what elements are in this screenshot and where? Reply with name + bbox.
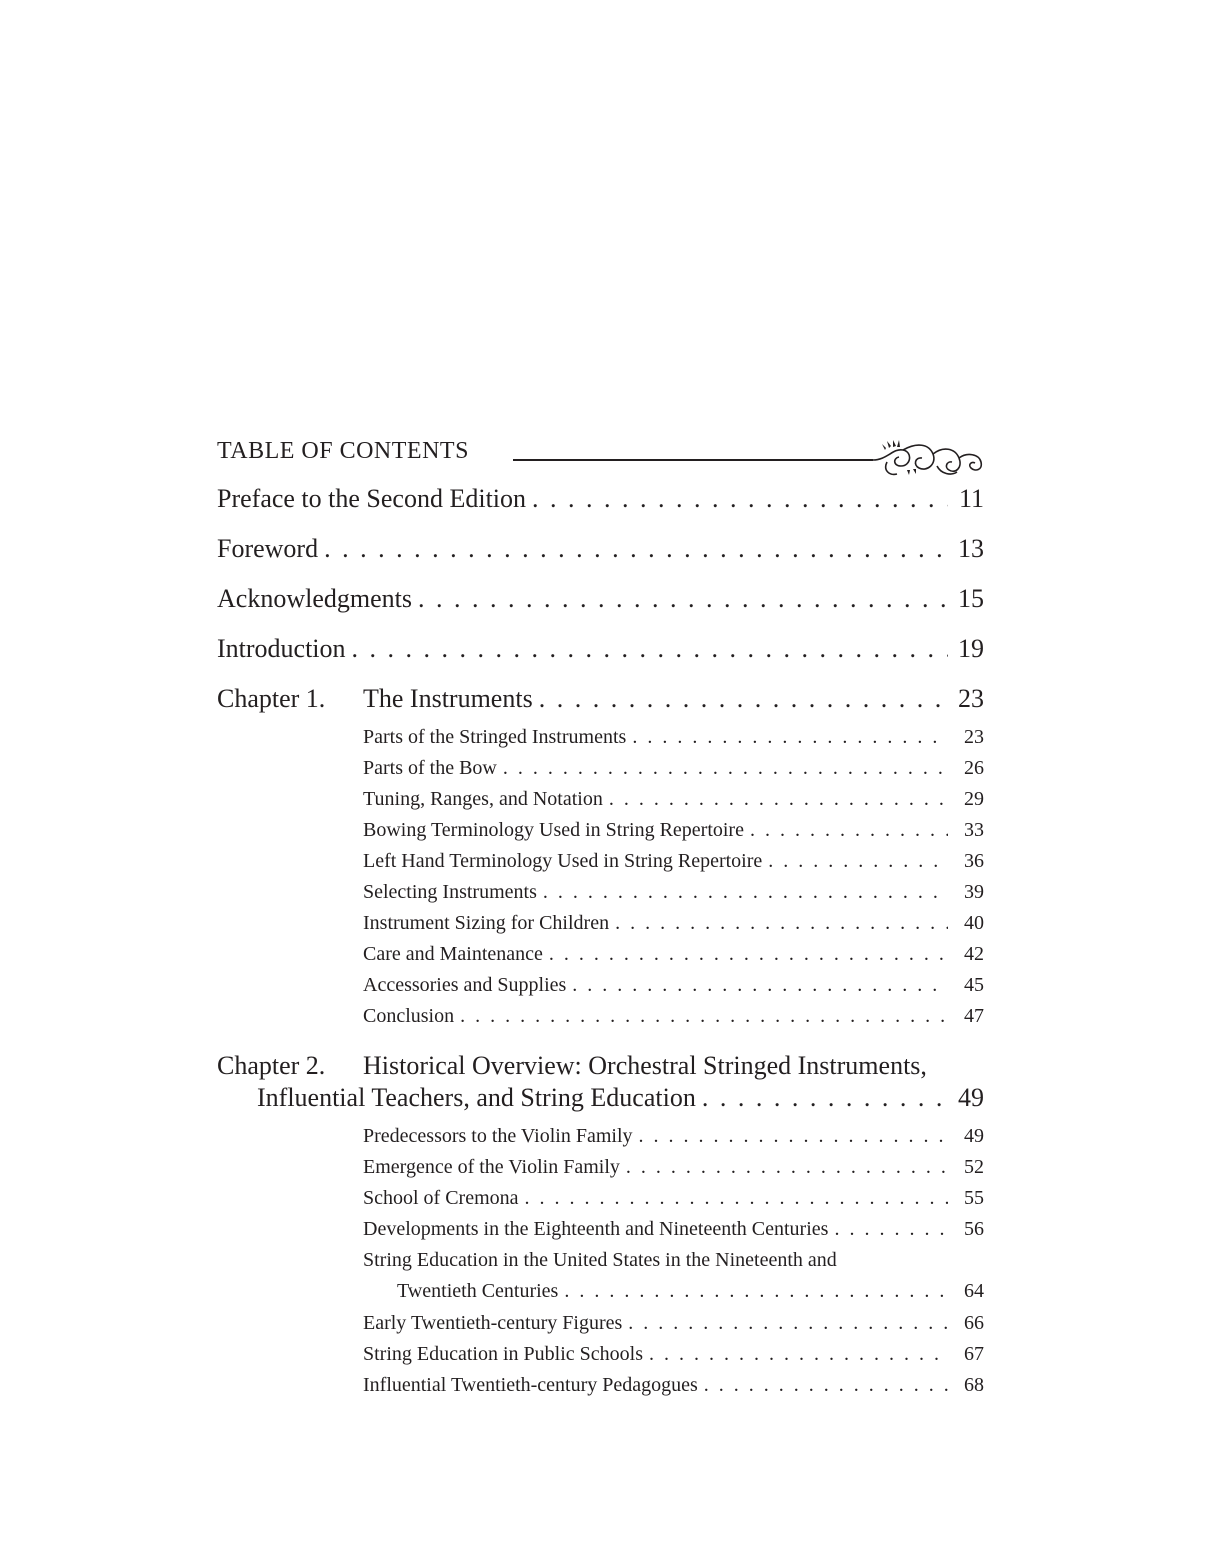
page-number: 42 (964, 943, 984, 965)
toc-entry-chapter-2-line1[interactable] (217, 1051, 927, 1081)
dot-leader (609, 788, 948, 811)
page-number: 36 (964, 850, 984, 872)
dot-leader (649, 1343, 948, 1366)
toc-subentry[interactable] (363, 850, 984, 873)
page-number: 39 (964, 881, 984, 903)
entry-label: String Education in the United States in the Nineteenth and (363, 1249, 837, 1271)
chapter-title: Historical Overview: Orchestral Stringed Instruments, (363, 1051, 927, 1080)
page-number: 40 (964, 912, 984, 934)
page-number: 33 (964, 819, 984, 841)
dot-leader (626, 1156, 948, 1179)
toc-entry-preface[interactable] (217, 484, 984, 514)
toc-subentry[interactable] (363, 912, 984, 935)
entry-label: Selecting Instruments (363, 881, 537, 903)
chapter-title: The Instruments (363, 684, 533, 713)
dot-leader (352, 634, 948, 664)
toc-entry-introduction[interactable] (217, 634, 984, 664)
chapter-number: Chapter 2. (217, 1051, 326, 1080)
dot-leader (418, 584, 948, 614)
chapter-number: Chapter 1. (217, 684, 326, 713)
dot-leader (543, 881, 948, 904)
page-number: 49 (958, 1083, 984, 1112)
toc-subentry[interactable] (363, 974, 984, 997)
header-rule (513, 459, 873, 461)
dot-leader (628, 1312, 948, 1335)
toc-subentry[interactable] (363, 1125, 984, 1148)
toc-subentry[interactable] (363, 1343, 984, 1366)
entry-label: Left Hand Terminology Used in String Repertoire (363, 850, 763, 872)
dot-leader (525, 1187, 948, 1210)
dot-leader (503, 757, 948, 780)
toc-subentry[interactable] (363, 943, 984, 966)
dot-leader (702, 1083, 948, 1113)
toc-entry-chapter-2-line2[interactable] (257, 1083, 984, 1113)
entry-label: Care and Maintenance (363, 943, 543, 965)
entry-label: Parts of the Bow (363, 757, 497, 779)
entry-label: Introduction (217, 634, 346, 663)
entry-label: Tuning, Ranges, and Notation (363, 788, 603, 810)
entry-label: Preface to the Second Edition (217, 484, 527, 513)
entry-label: Bowing Terminology Used in String Repertoire (363, 819, 744, 841)
ornamental-flourish-icon (867, 438, 987, 478)
dot-leader (768, 850, 948, 873)
chapter-title-continued: Influential Teachers, and String Education (257, 1083, 696, 1112)
toc-subentry[interactable] (363, 1374, 984, 1397)
page-number: 47 (964, 1005, 984, 1027)
entry-label-continued: Twentieth Centuries (397, 1280, 559, 1302)
toc-title: TABLE OF CONTENTS (217, 438, 469, 464)
dot-leader (324, 534, 948, 564)
dot-leader (572, 974, 948, 997)
entry-label: Developments in the Eighteenth and Nineteenth Centuries (363, 1218, 829, 1240)
dot-leader (564, 1280, 948, 1303)
page-number: 68 (964, 1374, 984, 1396)
entry-label: Predecessors to the Violin Family (363, 1125, 633, 1147)
toc-subentry[interactable] (363, 726, 984, 749)
page-number: 49 (964, 1125, 984, 1147)
dot-leader (460, 1005, 948, 1028)
page-number: 23 (964, 726, 984, 748)
page-number: 13 (958, 534, 984, 563)
dot-leader (539, 684, 948, 714)
toc-entry-chapter-1[interactable] (217, 684, 984, 714)
entry-label: Influential Twentieth-century Pedagogues (363, 1374, 698, 1396)
entry-label: Accessories and Supplies (363, 974, 567, 996)
dot-leader (549, 943, 948, 966)
page-number: 15 (958, 584, 984, 613)
page-number: 56 (964, 1218, 984, 1240)
toc-entry-acknowledgments[interactable] (217, 584, 984, 614)
entry-label: School of Cremona (363, 1187, 519, 1209)
entry-label: Emergence of the Violin Family (363, 1156, 620, 1178)
entry-label: Parts of the Stringed Instruments (363, 726, 627, 748)
toc-subentry[interactable] (363, 757, 984, 780)
toc-subentry[interactable] (363, 1187, 984, 1210)
dot-leader (750, 819, 948, 842)
toc-subentry[interactable] (363, 1156, 984, 1179)
page-number: 11 (958, 484, 984, 513)
entry-label: Early Twentieth-century Figures (363, 1312, 623, 1334)
page-number: 66 (964, 1312, 984, 1334)
entry-label: Instrument Sizing for Children (363, 912, 610, 934)
dot-leader (639, 1125, 948, 1148)
toc-subentry[interactable] (363, 819, 984, 842)
toc-subentry[interactable] (363, 1312, 984, 1335)
page-number: 19 (958, 634, 984, 663)
toc-subentry[interactable] (363, 881, 984, 904)
dot-leader (532, 484, 948, 514)
page-number: 29 (964, 788, 984, 810)
entry-label: Conclusion (363, 1005, 455, 1027)
page-number: 23 (958, 684, 984, 713)
toc-subentry[interactable] (363, 1218, 984, 1241)
page-number: 55 (964, 1187, 984, 1209)
dot-leader (632, 726, 948, 749)
toc-subentry[interactable] (363, 788, 984, 811)
entry-label: Acknowledgments (217, 584, 412, 613)
page-number: 64 (964, 1280, 984, 1302)
dot-leader (834, 1218, 948, 1241)
dot-leader (615, 912, 948, 935)
toc-entry-foreword[interactable] (217, 534, 984, 564)
toc-header (217, 438, 984, 478)
dot-leader (704, 1374, 948, 1397)
page-number: 26 (964, 757, 984, 779)
toc-subentry-wrapped-line1[interactable] (363, 1249, 837, 1272)
entry-label: String Education in Public Schools (363, 1343, 643, 1365)
toc-subentry[interactable] (363, 1005, 984, 1028)
toc-subentry-wrapped-line2[interactable] (397, 1280, 984, 1303)
page-number: 52 (964, 1156, 984, 1178)
entry-label: Foreword (217, 534, 319, 563)
page-number: 45 (964, 974, 984, 996)
page-number: 67 (964, 1343, 984, 1365)
